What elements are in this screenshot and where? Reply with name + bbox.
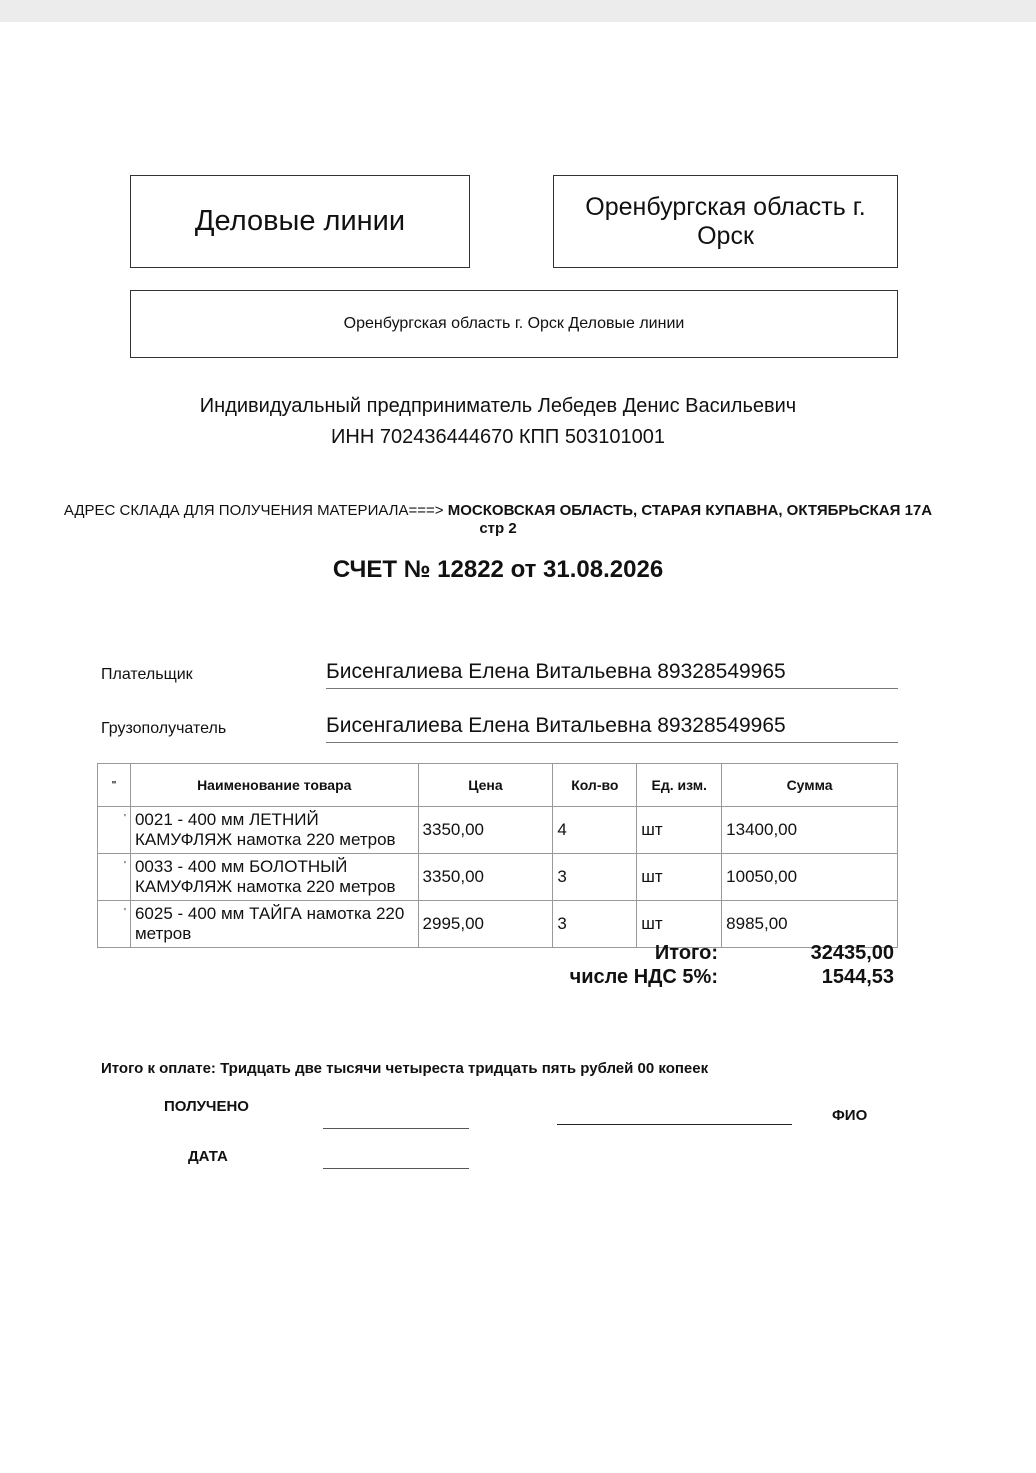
vat-label: числе НДС 5%:	[569, 966, 718, 988]
table-row	[98, 854, 898, 901]
carrier-name: Деловые линии	[194, 205, 406, 237]
warehouse-address	[60, 502, 936, 538]
col-header-price: Цена	[418, 764, 553, 807]
table-row	[98, 807, 898, 854]
row-number: '	[98, 854, 131, 901]
payer-value: Бисенгалиева Елена Витальевна 89328549965	[326, 660, 898, 689]
consignee-label: Грузополучатель	[101, 720, 227, 737]
col-header-qty: Кол-во	[553, 764, 637, 807]
col-header-number: "	[98, 764, 131, 807]
total-value: 32435,00	[810, 942, 894, 964]
row-unit: шт	[637, 807, 722, 854]
warehouse-value: МОСКОВСКАЯ ОБЛАСТЬ, СТАРАЯ КУПАВНА, ОКТЯБРЬСКАЯ 17А стр 2	[447, 502, 933, 537]
viewer-top-bar	[0, 0, 1036, 22]
city-name: Оренбургская область г. Орск	[585, 192, 866, 250]
row-qty: 3	[553, 901, 637, 948]
table-row	[98, 901, 898, 948]
row-sum: 8985,00	[722, 901, 898, 948]
vat-value: 1544,53	[821, 966, 894, 988]
seller-tax-ids: ИНН 702436444670 КПП 503101001	[331, 426, 665, 448]
table-header-row	[98, 764, 898, 807]
row-number: '	[98, 807, 131, 854]
date-line	[323, 1168, 469, 1169]
row-price: 3350,00	[418, 854, 553, 901]
row-product-name: 6025 - 400 мм ТАЙГА намотка 220 метров	[130, 901, 418, 948]
row-unit: шт	[637, 901, 722, 948]
city-box	[553, 175, 898, 268]
seller-name: Индивидуальный предприниматель Лебедев Денис Васильевич	[199, 395, 797, 417]
row-unit: шт	[637, 854, 722, 901]
route-box	[130, 290, 898, 358]
fio-label: ФИО	[832, 1107, 868, 1124]
received-signature-line	[323, 1128, 469, 1129]
col-header-sum: Сумма	[722, 764, 898, 807]
col-header-name: Наименование товара	[130, 764, 418, 807]
row-qty: 4	[553, 807, 637, 854]
row-product-name: 0021 - 400 мм ЛЕТНИЙ КАМУФЛЯЖ намотка 220 метров	[130, 807, 418, 854]
warehouse-label: АДРЕС СКЛАДА ДЛЯ ПОЛУЧЕНИЯ МАТЕРИАЛА===>	[63, 502, 444, 519]
col-header-unit: Ед. изм.	[637, 764, 722, 807]
invoice-title: СЧЕТ № 12822 от 31.08.2026	[332, 556, 664, 583]
total-label: Итого:	[654, 942, 718, 964]
consignee-value: Бисенгалиева Елена Витальевна 89328549965	[326, 714, 898, 743]
carrier-box	[130, 175, 470, 268]
row-qty: 3	[553, 854, 637, 901]
route-text: Оренбургская область г. Орск Деловые линии	[343, 315, 685, 332]
date-label: ДАТА	[188, 1148, 228, 1165]
row-sum: 10050,00	[722, 854, 898, 901]
fio-signature-line	[557, 1124, 792, 1125]
row-number: '	[98, 901, 131, 948]
row-price: 3350,00	[418, 807, 553, 854]
received-label: ПОЛУЧЕНО	[164, 1098, 249, 1115]
amount-in-words: Итого к оплате: Тридцать две тысячи четыреста тридцать пять рублей 00 копеек	[101, 1060, 709, 1077]
row-sum: 13400,00	[722, 807, 898, 854]
row-product-name: 0033 - 400 мм БОЛОТНЫЙ КАМУФЛЯЖ намотка 220 метров	[130, 854, 418, 901]
payer-label: Плательщик	[101, 666, 193, 683]
row-price: 2995,00	[418, 901, 553, 948]
items-table	[97, 763, 898, 948]
